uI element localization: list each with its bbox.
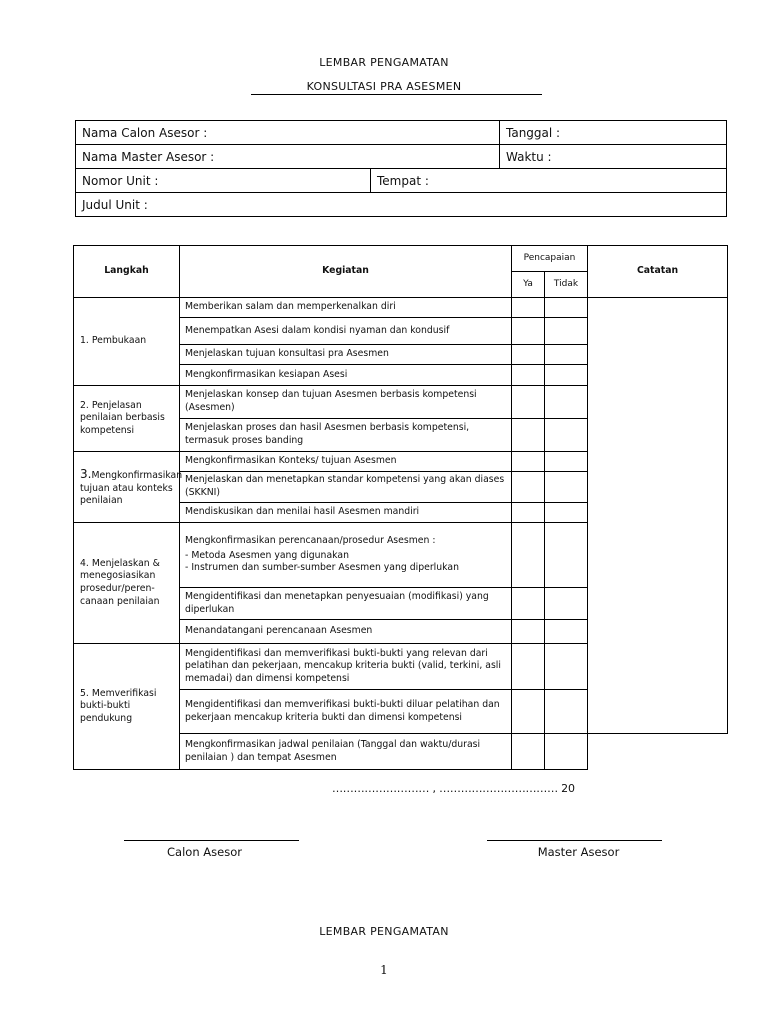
signature-label-calon: Calon Asesor — [167, 845, 242, 859]
header-langkah: Langkah — [74, 246, 180, 298]
header-pencapaian: Pencapaian — [512, 246, 588, 272]
signature-line-calon[interactable] — [124, 840, 299, 841]
activity-cell: Menjelaskan dan menetapkan standar kompetensi yang akan diases (SKKNI) — [180, 472, 512, 503]
activity-cell: Mengkonfirmasikan kesiapan Asesi — [180, 365, 512, 386]
checkbox-ya[interactable] — [512, 734, 545, 770]
checkbox-ya[interactable] — [512, 318, 545, 345]
signature-label-master: Master Asesor — [537, 845, 620, 859]
header-catatan: Catatan — [588, 246, 728, 298]
activity-cell: Menjelaskan proses dan hasil Asesmen berbasis kompetensi, termasuk proses banding — [180, 419, 512, 452]
checkbox-tidak[interactable] — [545, 523, 588, 588]
checkbox-tidak[interactable] — [545, 365, 588, 386]
checkbox-ya[interactable] — [512, 472, 545, 503]
bullet-item: - Instrumen dan sumber-sumber Asesmen yang diperlukan — [185, 562, 506, 575]
field-nomor-unit[interactable]: Nomor Unit : — [76, 169, 371, 193]
checkbox-ya[interactable] — [512, 365, 545, 386]
checkbox-ya[interactable] — [512, 690, 545, 734]
field-tempat[interactable]: Tempat : — [371, 169, 727, 193]
info-table — [75, 120, 727, 217]
field-nama-master-asesor[interactable]: Nama Master Asesor : — [76, 145, 500, 169]
activity-cell: Menempatkan Asesi dalam kondisi nyaman dan kondusif — [180, 318, 512, 345]
document-subtitle: KONSULTASI PRA ASESMEN — [306, 80, 462, 93]
field-judul-unit[interactable]: Judul Unit : — [76, 193, 727, 217]
step-label: 2. Penjelasan penilaian berbasis kompetensi — [74, 386, 180, 452]
footer-title: LEMBAR PENGAMATAN — [319, 925, 449, 938]
activity-cell: Menjelaskan konsep dan tujuan Asesmen berbasis kompetensi (Asesmen) — [180, 386, 512, 419]
checkbox-tidak[interactable] — [545, 690, 588, 734]
step-label: 1. Pembukaan — [74, 298, 180, 386]
checkbox-ya[interactable] — [512, 523, 545, 588]
checkbox-ya[interactable] — [512, 503, 545, 523]
checkbox-tidak[interactable] — [545, 644, 588, 690]
document-title: LEMBAR PENGAMATAN — [319, 56, 449, 69]
activity-text: Mengkonfirmasikan perencanaan/prosedur Asesmen : — [185, 535, 436, 547]
activity-cell: Memberikan salam dan memperkenalkan diri — [180, 298, 512, 318]
step-number: 3. — [80, 467, 92, 482]
activity-cell: Mengkonfirmasikan Konteks/ tujuan Asesmen — [180, 452, 512, 472]
checkbox-tidak[interactable] — [545, 298, 588, 318]
checkbox-ya[interactable] — [512, 298, 545, 318]
checkbox-tidak[interactable] — [545, 620, 588, 644]
checkbox-tidak[interactable] — [545, 386, 588, 419]
activity-bullet-list — [185, 550, 506, 575]
field-nama-calon-asesor[interactable]: Nama Calon Asesor : — [76, 121, 500, 145]
checkbox-tidak[interactable] — [545, 472, 588, 503]
checkbox-tidak[interactable] — [545, 419, 588, 452]
activity-cell: Mendiskusikan dan menilai hasil Asesmen mandiri — [180, 503, 512, 523]
checkbox-ya[interactable] — [512, 588, 545, 620]
checkbox-ya[interactable] — [512, 345, 545, 365]
checkbox-ya[interactable] — [512, 620, 545, 644]
checkbox-ya[interactable] — [512, 452, 545, 472]
catatan-notes-cell[interactable] — [588, 298, 728, 734]
place-date-line[interactable]: ……………………… , …………………………… 20 — [332, 782, 575, 795]
checkbox-ya[interactable] — [512, 386, 545, 419]
activity-cell: Menjelaskan tujuan konsultasi pra Asesmen — [180, 345, 512, 365]
header-ya: Ya — [512, 272, 545, 298]
checkbox-tidak[interactable] — [545, 318, 588, 345]
activity-cell — [180, 523, 512, 588]
checkbox-tidak[interactable] — [545, 452, 588, 472]
activity-cell: Mengidentifikasi dan memverifikasi bukti-bukti yang relevan dari pelatihan dan pekerjaan, mencakup kriteria bukti (valid, terkini, asli memadai) dan dimensi kompetensi — [180, 644, 512, 690]
bullet-item: - Metoda Asesmen yang digunakan — [185, 550, 506, 563]
field-tanggal[interactable]: Tanggal : — [500, 121, 727, 145]
step-label-text: Mengkonfirmasikan tujuan atau konteks penilaian — [80, 470, 183, 507]
activity-cell: Menandatangani perencanaan Asesmen — [180, 620, 512, 644]
observation-table — [73, 245, 728, 770]
checkbox-tidak[interactable] — [545, 588, 588, 620]
signature-line-master[interactable] — [487, 840, 662, 841]
checkbox-ya[interactable] — [512, 644, 545, 690]
activity-cell: Mengidentifikasi dan memverifikasi bukti-bukti diluar pelatihan dan pekerjaan mencakup kriteria bukti dan dimensi kompetensi — [180, 690, 512, 734]
activity-cell: Mengkonfirmasikan jadwal penilaian (Tanggal dan waktu/durasi penilaian ) dan tempat Asesmen — [180, 734, 512, 770]
page-number: 1 — [380, 963, 388, 977]
step-label: 5. Memverifikasi bukti-bukti pendukung — [74, 644, 180, 770]
subtitle-underline — [251, 94, 542, 95]
checkbox-tidak[interactable] — [545, 345, 588, 365]
step-label — [74, 452, 183, 523]
activity-cell: Mengidentifikasi dan menetapkan penyesuaian (modifikasi) yang diperlukan — [180, 588, 512, 620]
checkbox-ya[interactable] — [512, 419, 545, 452]
header-tidak: Tidak — [545, 272, 588, 298]
step-label: 4. Menjelaskan & menegosiasikan prosedur/peren-canaan penilaian — [74, 523, 180, 644]
checkbox-tidak[interactable] — [545, 503, 588, 523]
table-row — [74, 298, 728, 318]
field-waktu[interactable]: Waktu : — [500, 145, 727, 169]
checkbox-tidak[interactable] — [545, 734, 588, 770]
header-kegiatan: Kegiatan — [180, 246, 512, 298]
